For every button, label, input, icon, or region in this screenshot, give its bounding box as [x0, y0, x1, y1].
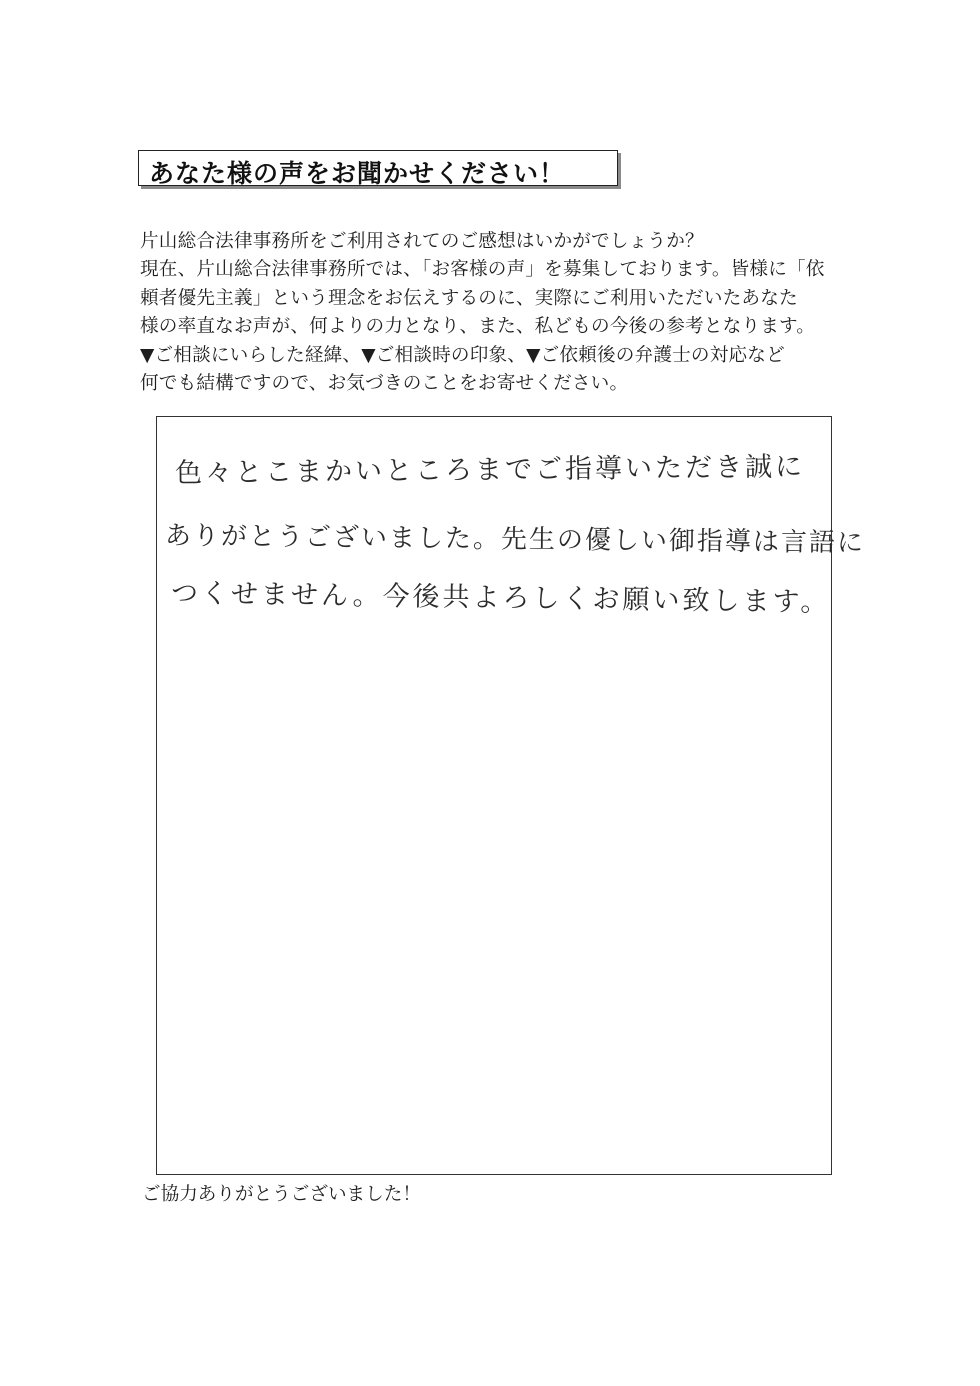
- intro-line: 何でも結構ですので、お気づきのことをお寄せください。: [140, 373, 629, 395]
- handwritten-line: つくせません。今後共よろしくお願い致します。: [170, 578, 831, 619]
- intro-line: ▼ご相談にいらした経緯、▼ご相談時の印象、▼ご依頼後の弁護士の対応など: [140, 344, 785, 366]
- intro-line: 片山総合法律事務所をご利用されてのご感想はいかがでしょうか？: [140, 231, 704, 252]
- title-box: [138, 150, 618, 186]
- page-title: あなた様の声をお聞かせください！: [149, 159, 566, 188]
- handwritten-line: 色々とこまかいところまでご指導いただき誠に: [174, 451, 806, 489]
- comment-box: [156, 416, 866, 1175]
- intro-line: 様の率直なお声が、何よりの力となり、また、私どもの今後の参考となります。: [140, 316, 816, 338]
- handwritten-line: ありがとうございました。先生の優しい御指導は言語に: [164, 521, 866, 559]
- intro-line: 頼者優先主義」という理念をお伝えするのに、実際にご利用いただいたあなた: [140, 287, 798, 309]
- thanks-message: ご協力ありがとうございました！: [142, 1184, 421, 1205]
- intro-line: 現在、片山総合法律事務所では、「お客様の声」を募集しております。皆様に「依: [140, 259, 825, 281]
- handwritten-comment: [157, 417, 866, 1176]
- intro-text: [140, 228, 860, 398]
